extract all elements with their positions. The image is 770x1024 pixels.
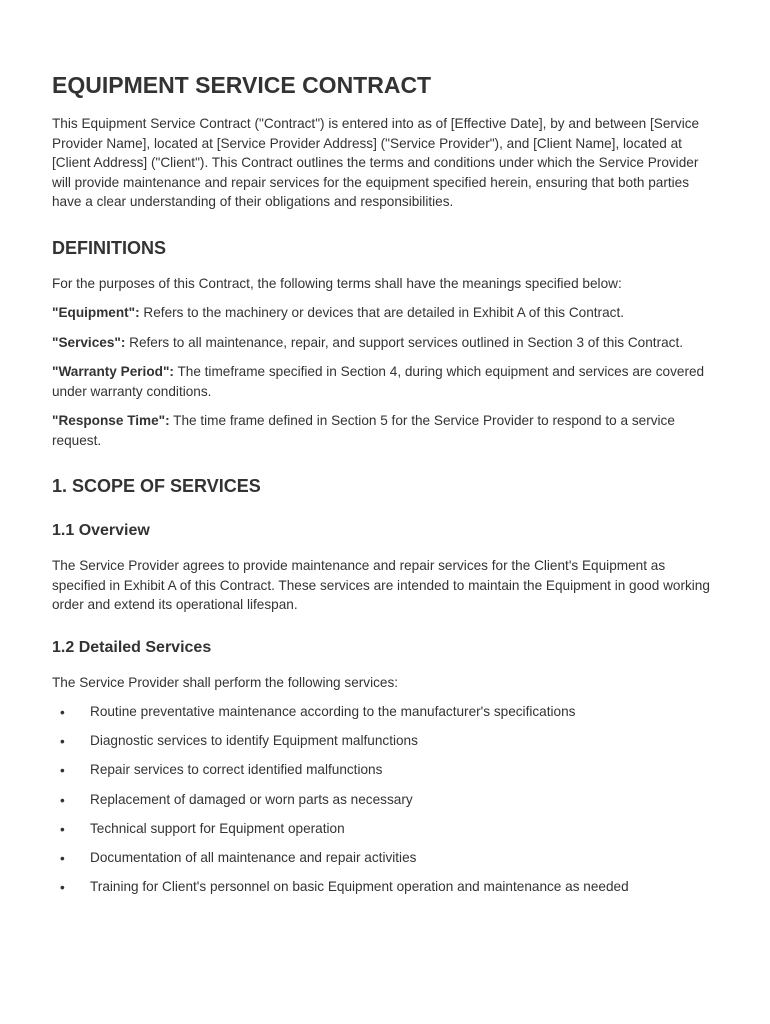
definitions-lead: For the purposes of this Contract, the following terms shall have the meanings specified below: bbox=[52, 275, 622, 291]
bullet-icon: • bbox=[60, 880, 65, 896]
list-item-text: Repair services to correct identified malfunctions bbox=[90, 762, 383, 778]
overview-heading: 1.1 Overview bbox=[52, 522, 150, 539]
overview-paragraph: The Service Provider agrees to provide maintenance and repair services for the Client's Equipment as specified in Exhibit A of this Contract. These services are intended to maintain the Equipment in good working order and extend its operational lifespan. bbox=[52, 558, 710, 612]
list-item-text: Technical support for Equipment operation bbox=[90, 820, 345, 836]
list-item-text: Replacement of damaged or worn parts as necessary bbox=[90, 791, 413, 807]
list-item bbox=[52, 790, 718, 810]
scope-heading: 1. SCOPE OF SERVICES bbox=[52, 476, 261, 496]
services-list bbox=[52, 702, 718, 897]
definition-item bbox=[52, 362, 718, 401]
detailed-services-lead: The Service Provider shall perform the following services: bbox=[52, 674, 399, 690]
definitions-heading: DEFINITIONS bbox=[52, 237, 167, 258]
definition-term: "Services": bbox=[52, 334, 126, 350]
definition-item bbox=[52, 303, 718, 323]
list-item-text: Routine preventative maintenance according to the manufacturer's specifications bbox=[90, 704, 576, 719]
document-page bbox=[52, 70, 718, 906]
list-item bbox=[52, 819, 718, 839]
definition-term: "Equipment": bbox=[52, 305, 140, 320]
list-item-text: Diagnostic services to identify Equipment malfunctions bbox=[90, 733, 418, 749]
list-item-text: Training for Client's personnel on basic Equipment operation and maintenance as needed bbox=[90, 879, 629, 895]
definition-item bbox=[52, 411, 718, 450]
intro-paragraph: This Equipment Service Contract ("Contract") is entered into as of [Effective Date], by and between [Service Provider Name], located at [Service Provider Address] ("Service Provider"), and [Client Name], located at [Client Address] ("Client"). This Contract outlines the terms and conditions under which the Service Provider will provide maintenance and repair services for the equipment specified herein, ensuring that both parties have a clear understanding of their obligations and responsibilities. bbox=[52, 116, 700, 209]
definition-item bbox=[52, 333, 718, 353]
document-title: EQUIPMENT SERVICE CONTRACT bbox=[52, 72, 432, 98]
bullet-icon: • bbox=[60, 734, 65, 750]
list-item bbox=[52, 877, 718, 897]
bullet-icon: • bbox=[60, 792, 65, 808]
definition-term: "Warranty Period": bbox=[52, 364, 174, 379]
bullet-icon: • bbox=[60, 705, 65, 720]
list-item-text: Documentation of all maintenance and repair activities bbox=[90, 849, 417, 865]
bullet-icon: • bbox=[60, 850, 65, 866]
definition-text: Refers to the machinery or devices that are detailed in Exhibit A of this Contract. bbox=[139, 305, 624, 320]
list-item bbox=[52, 848, 718, 868]
list-item bbox=[52, 731, 718, 751]
bullet-icon: • bbox=[60, 821, 65, 837]
list-item bbox=[52, 760, 718, 780]
definition-term: "Response Time": bbox=[52, 413, 170, 428]
detailed-services-heading: 1.2 Detailed Services bbox=[52, 638, 212, 656]
definition-text: The timeframe specified in Section 4, during which equipment and services are covered under warranty conditions. bbox=[52, 364, 705, 399]
list-item bbox=[52, 702, 718, 722]
bullet-icon: • bbox=[60, 763, 65, 779]
definition-text: Refers to all maintenance, repair, and support services outlined in Section 3 of this Contract. bbox=[125, 334, 684, 350]
definition-text: The time frame defined in Section 5 for the Service Provider to respond to a service request. bbox=[52, 413, 675, 448]
